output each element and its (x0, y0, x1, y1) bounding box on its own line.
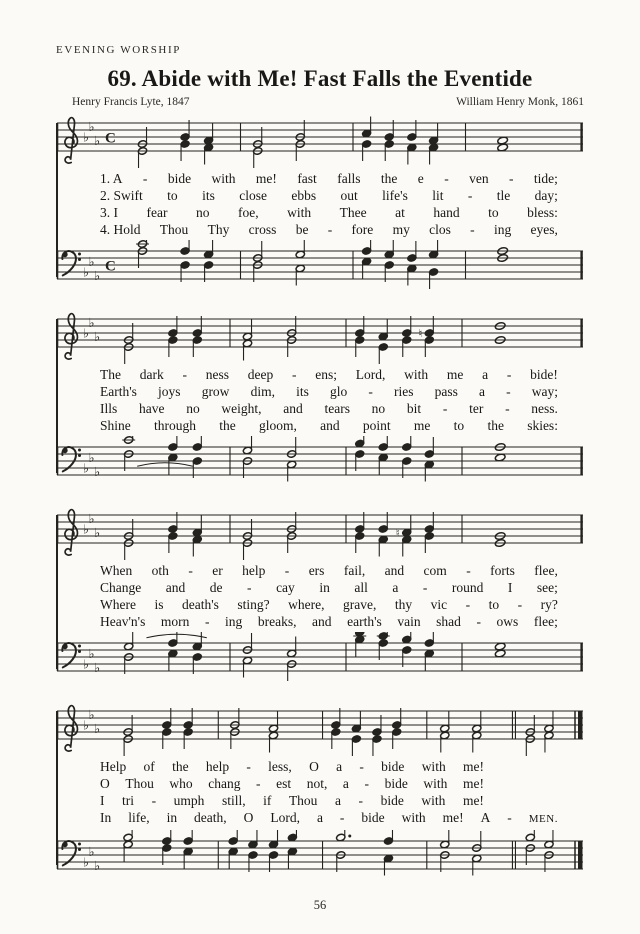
lyric-token: ers (308, 563, 325, 578)
lyric-token: Earth's (100, 384, 137, 399)
lyric-line (100, 383, 558, 400)
treble-clef-icon (65, 706, 78, 752)
lyric-token: point (362, 418, 391, 433)
lyric-token: me! (255, 171, 277, 186)
lyrics-block-3 (56, 560, 584, 632)
lyric-token: close (239, 188, 267, 203)
lyric-token: in (319, 580, 330, 595)
lyric-token: I (507, 580, 513, 595)
treble-staff-1 (56, 112, 584, 168)
lyric-token: its (296, 384, 309, 399)
lyric-token: - (256, 776, 261, 791)
lyric-token: bide (384, 776, 408, 791)
lyric-line (100, 187, 558, 204)
lyric-token: way; (531, 384, 558, 399)
lyric-token: - (467, 188, 473, 203)
lyric-token: and (312, 614, 332, 629)
lyrics-block-4 (56, 756, 584, 830)
lyric-token: with (423, 776, 448, 791)
flat-icon: ♭ (83, 264, 89, 280)
lyric-token: oth (151, 563, 169, 578)
time-signature: C (105, 258, 116, 275)
flat-icon: ♭ (83, 854, 89, 870)
lyric-token: O (100, 776, 110, 791)
lyric-token: no (371, 401, 386, 416)
lyric-token: Thou (159, 222, 189, 237)
lyric-token: fast (297, 171, 317, 186)
lyric-token: 1. A (100, 171, 123, 186)
lyric-token: the (172, 759, 189, 774)
lyric-token: ows (496, 614, 519, 629)
flat-icon: ♭ (88, 254, 95, 269)
lyric-token: fear (146, 205, 168, 220)
lyric-token: sting? (237, 597, 270, 612)
lyric-token: the (487, 418, 504, 433)
flat-icon: ♭ (83, 325, 89, 341)
system-brace (56, 711, 58, 865)
lyric-token: vain (397, 614, 421, 629)
lyric-token: When (100, 563, 133, 578)
lyric-token: eyes, (530, 222, 558, 237)
lyric-line (100, 417, 558, 434)
lyric-line (100, 775, 558, 792)
lyric-token: clos (429, 222, 451, 237)
lyric-token: - (506, 367, 512, 382)
flat-icon: ♭ (83, 717, 89, 733)
lyric-token: skies: (527, 418, 558, 433)
system-3 (56, 504, 584, 688)
lyric-token: - (364, 776, 369, 791)
lyrics-block-2 (56, 364, 584, 436)
lyric-token: death, (194, 810, 227, 825)
lyric-token: bide! (530, 367, 558, 382)
lyric-token: 4. Hold (100, 222, 141, 237)
flat-icon: ♭ (94, 268, 101, 283)
lyric-token: is (154, 597, 164, 612)
lyric-token: no (195, 205, 210, 220)
lyric-line (100, 613, 558, 630)
treble-staff-4 (56, 700, 584, 756)
lyric-token: a (342, 776, 349, 791)
lyric-token: - (327, 222, 333, 237)
flat-icon: ♭ (94, 721, 101, 736)
lyric-token: - (142, 171, 148, 186)
flat-icon: ♭ (94, 660, 101, 675)
lyric-token: with (404, 367, 429, 382)
lyric-token: tri (122, 793, 135, 808)
bass-staff-1 (56, 240, 584, 296)
lyric-token: O (243, 810, 254, 825)
lyric-token: - (422, 580, 428, 595)
flat-icon: ♭ (94, 464, 101, 479)
lyric-line (100, 221, 558, 238)
lyric-token: - (470, 222, 475, 237)
lyric-token: ens; (315, 367, 337, 382)
lyric-token: where, (288, 597, 325, 612)
lyric-token: gloom, (259, 418, 297, 433)
lyric-token: - (465, 597, 471, 612)
lyric-token: Where (100, 597, 136, 612)
lyric-token: all (354, 580, 368, 595)
lyric-token: - (368, 384, 373, 399)
flat-icon: ♭ (88, 315, 95, 330)
flat-icon: ♭ (94, 525, 101, 540)
lyric-token: no (186, 401, 200, 416)
lyric-token: In (100, 810, 112, 825)
lyric-token: - (291, 367, 297, 382)
lyric-token: - (442, 401, 448, 416)
lyric-token: at (395, 205, 405, 220)
lyric-token: joys (158, 384, 181, 399)
lyric-token: ebbs (291, 188, 317, 203)
lyric-token: a (336, 759, 343, 774)
bass-staff-3 (56, 632, 584, 688)
lyric-token: Ills (100, 401, 118, 416)
lyric-token: - (507, 810, 512, 825)
flat-icon: ♭ (88, 119, 95, 134)
lyric-token: dim, (250, 384, 275, 399)
lyric-token: shad (436, 614, 461, 629)
lyric-token: cross (248, 222, 277, 237)
lyric-token: grow (201, 384, 230, 399)
lyric-token: help (205, 759, 230, 774)
lyric-token: me! (463, 776, 484, 791)
lyric-token: less, (268, 759, 292, 774)
time-signature: C (105, 130, 116, 147)
lyric-token: my (392, 222, 410, 237)
lyric-token: - (466, 563, 471, 578)
lyric-token: grave, (343, 597, 377, 612)
lyric-token: The (100, 367, 121, 382)
lyric-token: morn (160, 614, 190, 629)
composer-credit: William Henry Monk, 1861 (456, 96, 584, 108)
lyric-token: glo (329, 384, 348, 399)
lyric-token: a (334, 793, 341, 808)
lyric-token: lit (432, 188, 444, 203)
lyric-token: me (446, 367, 464, 382)
lyric-token: e (417, 171, 424, 186)
lyric-token: Thou (125, 776, 154, 791)
credits-row (56, 96, 584, 108)
lyric-token: bit (406, 401, 422, 416)
lyric-token: chang (208, 776, 241, 791)
lyric-token: me (413, 418, 431, 433)
lyric-token: dark (139, 367, 164, 382)
lyric-token: the (219, 418, 236, 433)
lyric-token: bide (381, 759, 405, 774)
lyric-token: with (421, 759, 446, 774)
lyric-token: MEN. (528, 813, 558, 825)
lyric-token: - (284, 563, 290, 578)
lyric-token: er (212, 563, 223, 578)
lyric-token: have (138, 401, 165, 416)
lyric-token: ing (225, 614, 243, 629)
lyrics-block-1 (56, 168, 584, 240)
lyric-token: to (167, 188, 178, 203)
lyric-token: - (188, 563, 193, 578)
page-number: 56 (313, 898, 327, 912)
lyric-token: fore (351, 222, 374, 237)
lyric-token: Thy (207, 222, 230, 237)
lyric-token: - (517, 597, 523, 612)
lyric-token: out (340, 188, 358, 203)
lyric-token: ness. (531, 401, 558, 416)
lyric-token: still, (221, 793, 246, 808)
lyric-token: cay (276, 580, 295, 595)
lyric-token: a (392, 580, 399, 595)
svg-text:♮: ♮ (395, 526, 400, 540)
lyric-token: Shine (100, 418, 131, 433)
lyric-token: and (320, 418, 340, 433)
lyric-token: est (276, 776, 292, 791)
lyric-token: A (480, 810, 491, 825)
lyric-token: - (204, 614, 210, 629)
lyric-token: de (209, 580, 223, 595)
lyric-token: with (421, 793, 446, 808)
treble-clef-icon (65, 118, 78, 164)
lyric-token: forts (490, 563, 515, 578)
lyric-token: with (287, 205, 312, 220)
lyric-token: ter (469, 401, 484, 416)
system-brace (56, 319, 58, 473)
lyric-token: to (488, 597, 500, 612)
lyric-token: tide; (533, 171, 558, 186)
flat-icon: ♭ (94, 329, 101, 344)
lyric-token: earth's (347, 614, 382, 629)
lyric-token: in (166, 810, 178, 825)
lyric-token: a (316, 810, 323, 825)
bass-staff-4 (56, 830, 584, 886)
lyric-token: its (202, 188, 215, 203)
lyric-token: me! (462, 759, 484, 774)
lyric-token: com (423, 563, 447, 578)
treble-clef-icon (65, 314, 78, 360)
lyric-token: hand (433, 205, 460, 220)
treble-clef-icon (65, 510, 78, 556)
lyric-token: I (100, 793, 105, 808)
lyric-token: be (295, 222, 309, 237)
flat-icon: ♭ (88, 646, 95, 661)
lyric-token: umph (173, 793, 205, 808)
treble-staff-2 (56, 308, 584, 364)
lyric-token: breaks, (257, 614, 297, 629)
lyric-token: tle (496, 188, 511, 203)
lyric-line (100, 792, 558, 809)
flat-icon: ♭ (83, 521, 89, 537)
lyric-token: pass (434, 384, 458, 399)
lyric-token: and (165, 580, 186, 595)
lyric-token: fail, (343, 563, 366, 578)
flat-icon: ♭ (88, 511, 95, 526)
lyric-token: flee, (534, 563, 558, 578)
lyric-token: bide (167, 171, 192, 186)
lyric-token: deep (247, 367, 274, 382)
flat-icon: ♭ (94, 133, 101, 148)
lyric-token: bide (380, 793, 404, 808)
lyric-token: Heav'n's (100, 614, 146, 629)
slur (137, 463, 193, 467)
lyric-token: - (151, 793, 157, 808)
lyric-token: 3. I (100, 205, 118, 220)
bass-staff-2 (56, 436, 584, 492)
flat-icon: ♭ (83, 129, 89, 145)
lyric-token: ness (205, 367, 229, 382)
lyric-token: death's (182, 597, 219, 612)
lyric-token: 2. Swift (100, 188, 143, 203)
hymn-title: 69. Abide with Me! Fast Falls the Eventide (107, 66, 533, 91)
lyric-token: Thou (288, 793, 318, 808)
lyric-line (100, 809, 558, 828)
lyric-token: - (509, 171, 514, 186)
lyric-token: with (401, 810, 426, 825)
lyric-token: see; (536, 580, 558, 595)
flat-icon: ♭ (88, 707, 95, 722)
lyric-token: - (505, 401, 510, 416)
lyric-token: - (339, 810, 345, 825)
lyric-token: flee; (533, 614, 558, 629)
system-4 (56, 700, 584, 886)
lyric-token: Help (100, 759, 127, 774)
lyric-token: foe, (237, 205, 259, 220)
lyric-token: not, (306, 776, 328, 791)
lyric-line (100, 758, 558, 775)
lyricist-credit: Henry Francis Lyte, 1847 (72, 96, 190, 108)
lyric-token: a (482, 367, 489, 382)
lyric-token: thy (394, 597, 413, 612)
lyric-token: help (242, 563, 266, 578)
lyric-line (100, 366, 558, 383)
lyric-token: Thee (339, 205, 367, 220)
lyric-token: falls (337, 171, 361, 186)
lyric-token: - (444, 171, 449, 186)
lyric-token: Change (100, 580, 142, 595)
lyric-token: who (169, 776, 193, 791)
system-2 (56, 308, 584, 492)
lyric-token: through (154, 418, 197, 433)
lyric-token: - (359, 759, 364, 774)
lyric-token: O (309, 759, 319, 774)
lyric-token: me! (462, 793, 484, 808)
lyric-token: - (247, 580, 252, 595)
lyric-token: round (451, 580, 484, 595)
flat-icon: ♭ (94, 858, 101, 873)
lyric-token: a (478, 384, 485, 399)
lyric-token: bide (361, 810, 385, 825)
lyric-token: - (246, 759, 251, 774)
flat-icon: ♭ (83, 460, 89, 476)
lyric-token: me! (442, 810, 464, 825)
system-1 (56, 112, 584, 296)
lyric-token: and (283, 401, 303, 416)
lyric-token: Lord, (355, 367, 386, 382)
lyric-token: vic (430, 597, 448, 612)
lyric-token: tears (324, 401, 350, 416)
lyric-token: Lord, (270, 810, 300, 825)
lyric-token: weight, (221, 401, 262, 416)
lyric-token: of (143, 759, 155, 774)
lyric-token: with (211, 171, 236, 186)
flat-icon: ♭ (88, 450, 95, 465)
lyric-token: ven (469, 171, 489, 186)
lyric-token: life's (382, 188, 408, 203)
system-brace (56, 123, 58, 277)
treble-staff-3 (56, 504, 584, 560)
lyric-line (100, 170, 558, 187)
flat-icon: ♭ (88, 844, 95, 859)
lyric-token: to (453, 418, 465, 433)
lyric-token: - (476, 614, 481, 629)
lyric-token: life, (128, 810, 150, 825)
lyric-line (100, 204, 558, 221)
lyric-token: - (182, 367, 187, 382)
lyric-token: - (506, 384, 511, 399)
lyric-token: bless: (527, 205, 558, 220)
system-brace (56, 515, 58, 669)
svg-text:♮: ♮ (418, 327, 423, 340)
lyric-token: the (380, 171, 398, 186)
lyric-token: ing (493, 222, 512, 237)
lyric-token: day; (534, 188, 558, 203)
flat-icon: ♭ (83, 656, 89, 672)
lyric-token: - (358, 793, 364, 808)
lyric-token: if (263, 793, 272, 808)
lyric-token: ry? (540, 597, 558, 612)
lyric-line (100, 596, 558, 613)
lyric-token: to (488, 205, 499, 220)
lyric-token: ries (393, 384, 414, 399)
running-head: EVENING WORSHIP (56, 44, 181, 56)
lyric-line (100, 400, 558, 417)
lyric-line (100, 579, 558, 596)
lyric-token: and (384, 563, 405, 578)
music-systems (56, 112, 584, 886)
lyric-line (100, 562, 558, 579)
